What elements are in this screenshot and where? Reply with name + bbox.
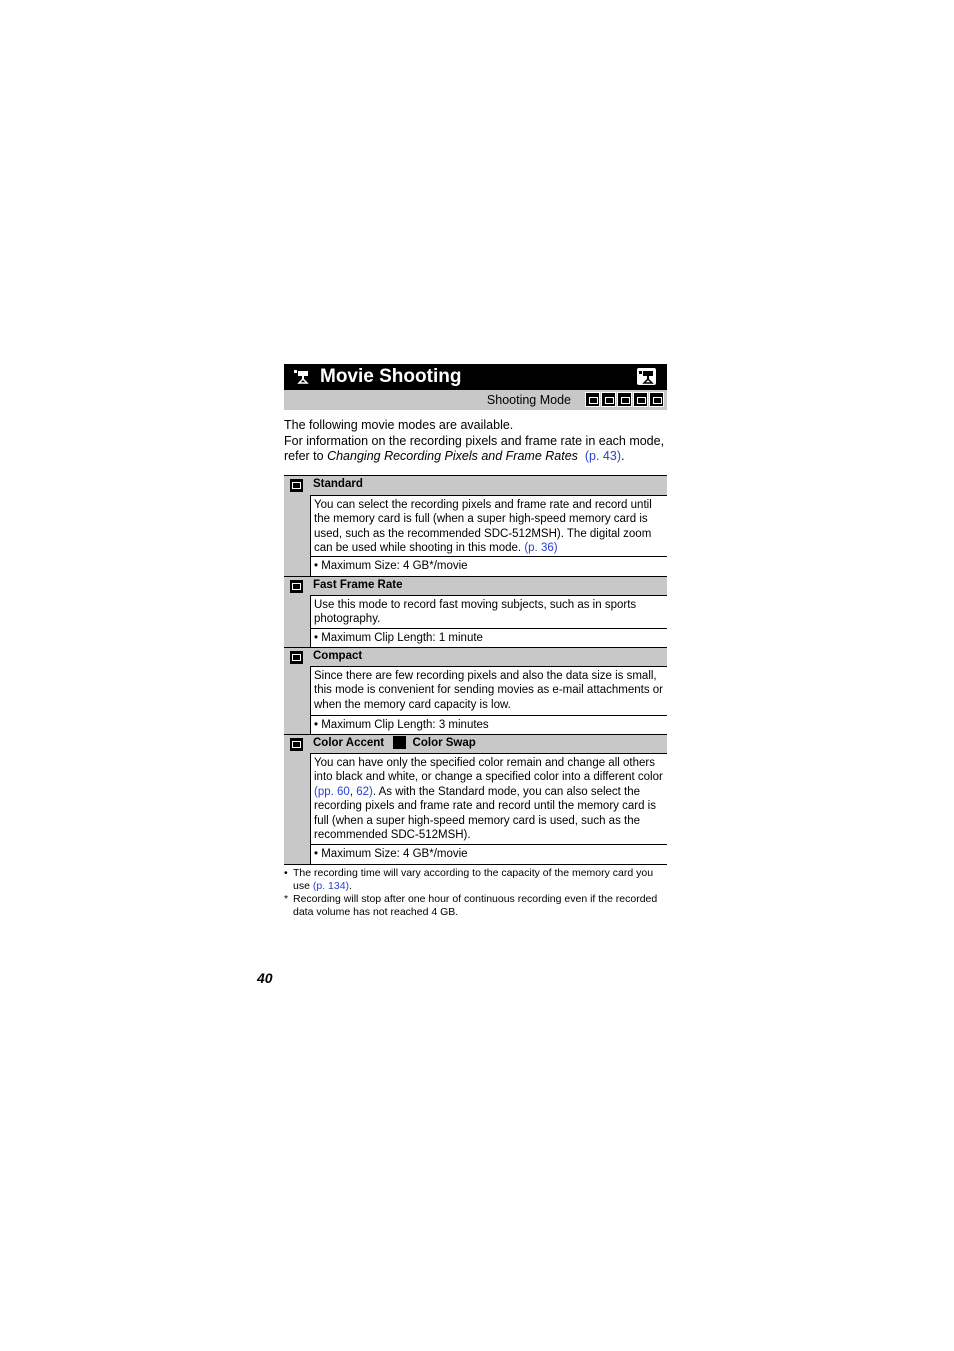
compact-icon-column (284, 648, 310, 734)
standard-description (310, 495, 667, 556)
color-icon-column (284, 735, 310, 864)
footnote-1 (284, 867, 669, 893)
page-link-60[interactable]: (pp. 60 (314, 785, 350, 798)
page-link-62[interactable]: 62) (356, 785, 373, 798)
standard-spec: • Maximum Size: 4 GB*/movie (310, 556, 667, 576)
color-accent-icon (633, 392, 648, 407)
intro-end: . (621, 449, 625, 464)
table-bottom-rule (284, 864, 667, 865)
compact-spec: • Maximum Clip Length: 3 minutes (310, 715, 667, 734)
standard-header: Standard (310, 476, 667, 495)
asterisk-mark: * (284, 893, 289, 905)
standard-mode-icon (585, 392, 600, 407)
fast-spec: • Maximum Clip Length: 1 minute (310, 628, 667, 647)
color-desc-comma: , (349, 785, 357, 798)
color-desc-text: You can have only the specified color remain and change all others into black and white, or change a specified color into a different color (314, 757, 663, 784)
fast-description: Use this mode to record fast moving subjects, such as in sports photography. (310, 595, 667, 628)
shooting-mode-bar (284, 390, 667, 410)
compact-description: Since there are few recording pixels and also the data size is small, this mode is convenient for sending movies as e-mail attachments or when the memory card capacity is low. (310, 666, 667, 715)
standard-icon-column (284, 476, 310, 576)
color-swap-icon (649, 392, 664, 407)
compact-mode-icon (617, 392, 632, 407)
page-link-36[interactable]: (p. 36) (524, 542, 558, 555)
color-accent-title: Color Accent (313, 737, 385, 749)
page-link-134[interactable]: (p. 134) (312, 880, 350, 892)
color-swap-icon (393, 736, 406, 749)
compact-header: Compact (310, 648, 667, 666)
compact-mode-icon (290, 651, 303, 664)
color-header (310, 735, 667, 753)
page-title: Movie Shooting (320, 366, 462, 387)
footnotes (284, 867, 669, 919)
movie-camera-icon (293, 370, 309, 384)
intro-text-part: For information on the recording pixels and frame rate in each mode, refer to (284, 433, 665, 464)
color-description (310, 753, 667, 844)
footnote-1-end: . (349, 880, 352, 892)
movie-mode-dial-icon (637, 368, 656, 385)
page-link-43[interactable]: (p. 43) (584, 449, 621, 464)
footnote-2 (284, 893, 669, 919)
intro-line-2 (284, 434, 669, 465)
fast-frame-rate-icon (601, 392, 616, 407)
footnote-1-text: The recording time will vary according to the capacity of the memory card you use (293, 867, 654, 892)
intro-text (284, 418, 669, 465)
standard-desc-text: You can select the recording pixels and frame rate and record until the memory card is full (when a super high-speed memory card is used, such as the recommended SDC-512MSH). The digital zoom can be used while shooting in this mode. (314, 499, 652, 555)
fast-icon-column (284, 577, 310, 647)
footnote-2-text: Recording will stop after one hour of continuous recording even if the recorded data volume has not reached 4 GB. (293, 893, 658, 918)
color-spec: • Maximum Size: 4 GB*/movie (310, 844, 667, 864)
intro-italic-ref: Changing Recording Pixels and Frame Rates (327, 449, 578, 464)
standard-mode-icon (290, 479, 303, 492)
intro-line-1: The following movie modes are available. (284, 418, 514, 432)
page-number: 40 (257, 970, 273, 986)
color-accent-icon (290, 738, 303, 751)
bullet-mark: • (284, 867, 288, 879)
fast-frame-rate-icon (290, 580, 303, 593)
shooting-mode-label: Shooting Mode (486, 393, 571, 407)
section-title-bar (284, 364, 667, 390)
fast-header: Fast Frame Rate (310, 577, 667, 595)
color-desc-text-2: . As with the Standard mode, you can also select the recording pixels and frame rate and record until the memory card is full (when a super high-speed memory card is used, such as the recommended SDC-512MSH). (314, 785, 656, 842)
color-swap-title: Color Swap (412, 737, 476, 749)
